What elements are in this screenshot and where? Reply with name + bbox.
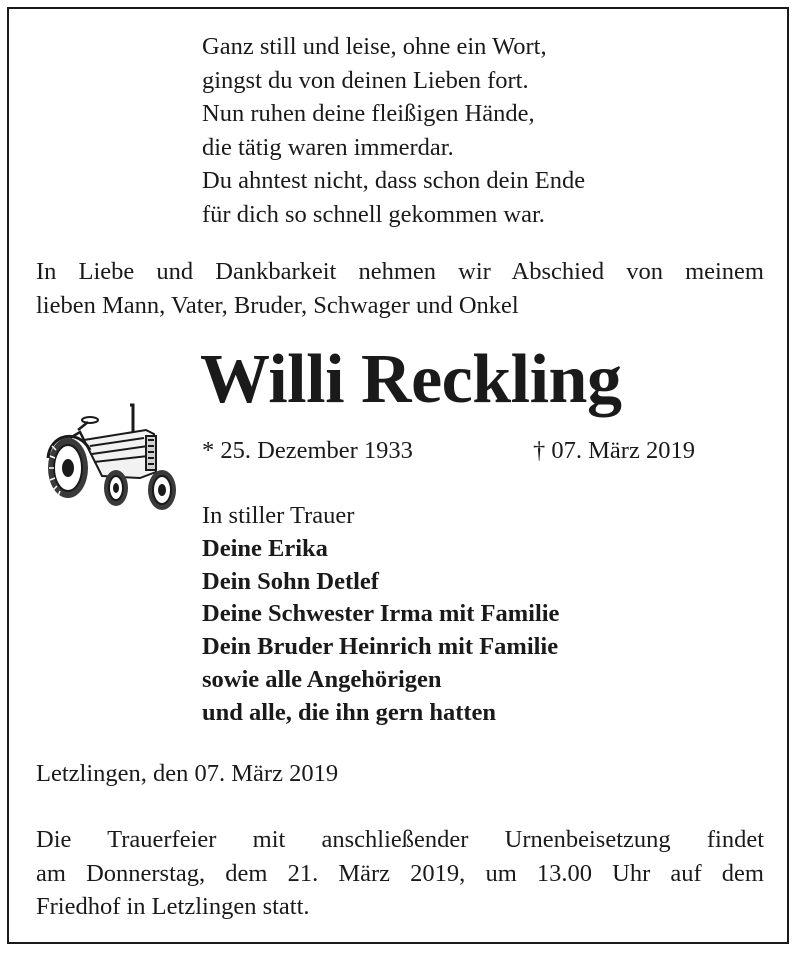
mourners-heading: In stiller Trauer [202, 502, 355, 529]
mourner-name: Deine Schwester Irma mit Familie [202, 600, 560, 628]
service-line: am Donnerstag, dem 21. März 2019, um 13.00 Uhr auf dem [36, 859, 764, 887]
poem-line: für dich so schnell gekommen war. [202, 200, 545, 228]
tractor-icon [44, 400, 186, 516]
mourner-name: Dein Sohn Detlef [202, 567, 379, 595]
poem-line: Du ahntest nicht, dass schon dein Ende [202, 167, 586, 194]
poem [202, 30, 585, 231]
mourner-name: sowie alle Angehörigen [202, 665, 442, 693]
birth-date: * 25. Dezember 1933 [202, 437, 413, 464]
place-date: Letzlingen, den 07. März 2019 [36, 760, 339, 787]
mourner-name: und alle, die ihn gern hatten [202, 698, 497, 726]
service-line: Die Trauerfeier mit anschließender Urnenbeisetzung findet [36, 826, 764, 853]
intro-text [36, 255, 764, 322]
intro-line: In Liebe und Dankbarkeit nehmen wir Abschied von meinem [36, 258, 764, 285]
mourners-list [202, 500, 559, 730]
mourner-name: Dein Bruder Heinrich mit Familie [202, 633, 559, 661]
deceased-name: Willi Reckling [200, 341, 622, 418]
poem-line: Ganz still und leise, ohne ein Wort, [202, 33, 547, 60]
intro-line: lieben Mann, Vater, Bruder, Schwager und Onkel [36, 291, 519, 319]
service-line: Friedhof in Letzlingen statt. [36, 893, 310, 920]
poem-line: die tätig waren immerdar. [202, 133, 454, 161]
poem-line: Nun ruhen deine fleißigen Hände, [202, 100, 535, 127]
service-info [36, 823, 764, 924]
death-date: † 07. März 2019 [533, 437, 695, 464]
mourner-name: Deine Erika [202, 534, 328, 562]
poem-line: gingst du von deinen Lieben fort. [202, 66, 529, 94]
